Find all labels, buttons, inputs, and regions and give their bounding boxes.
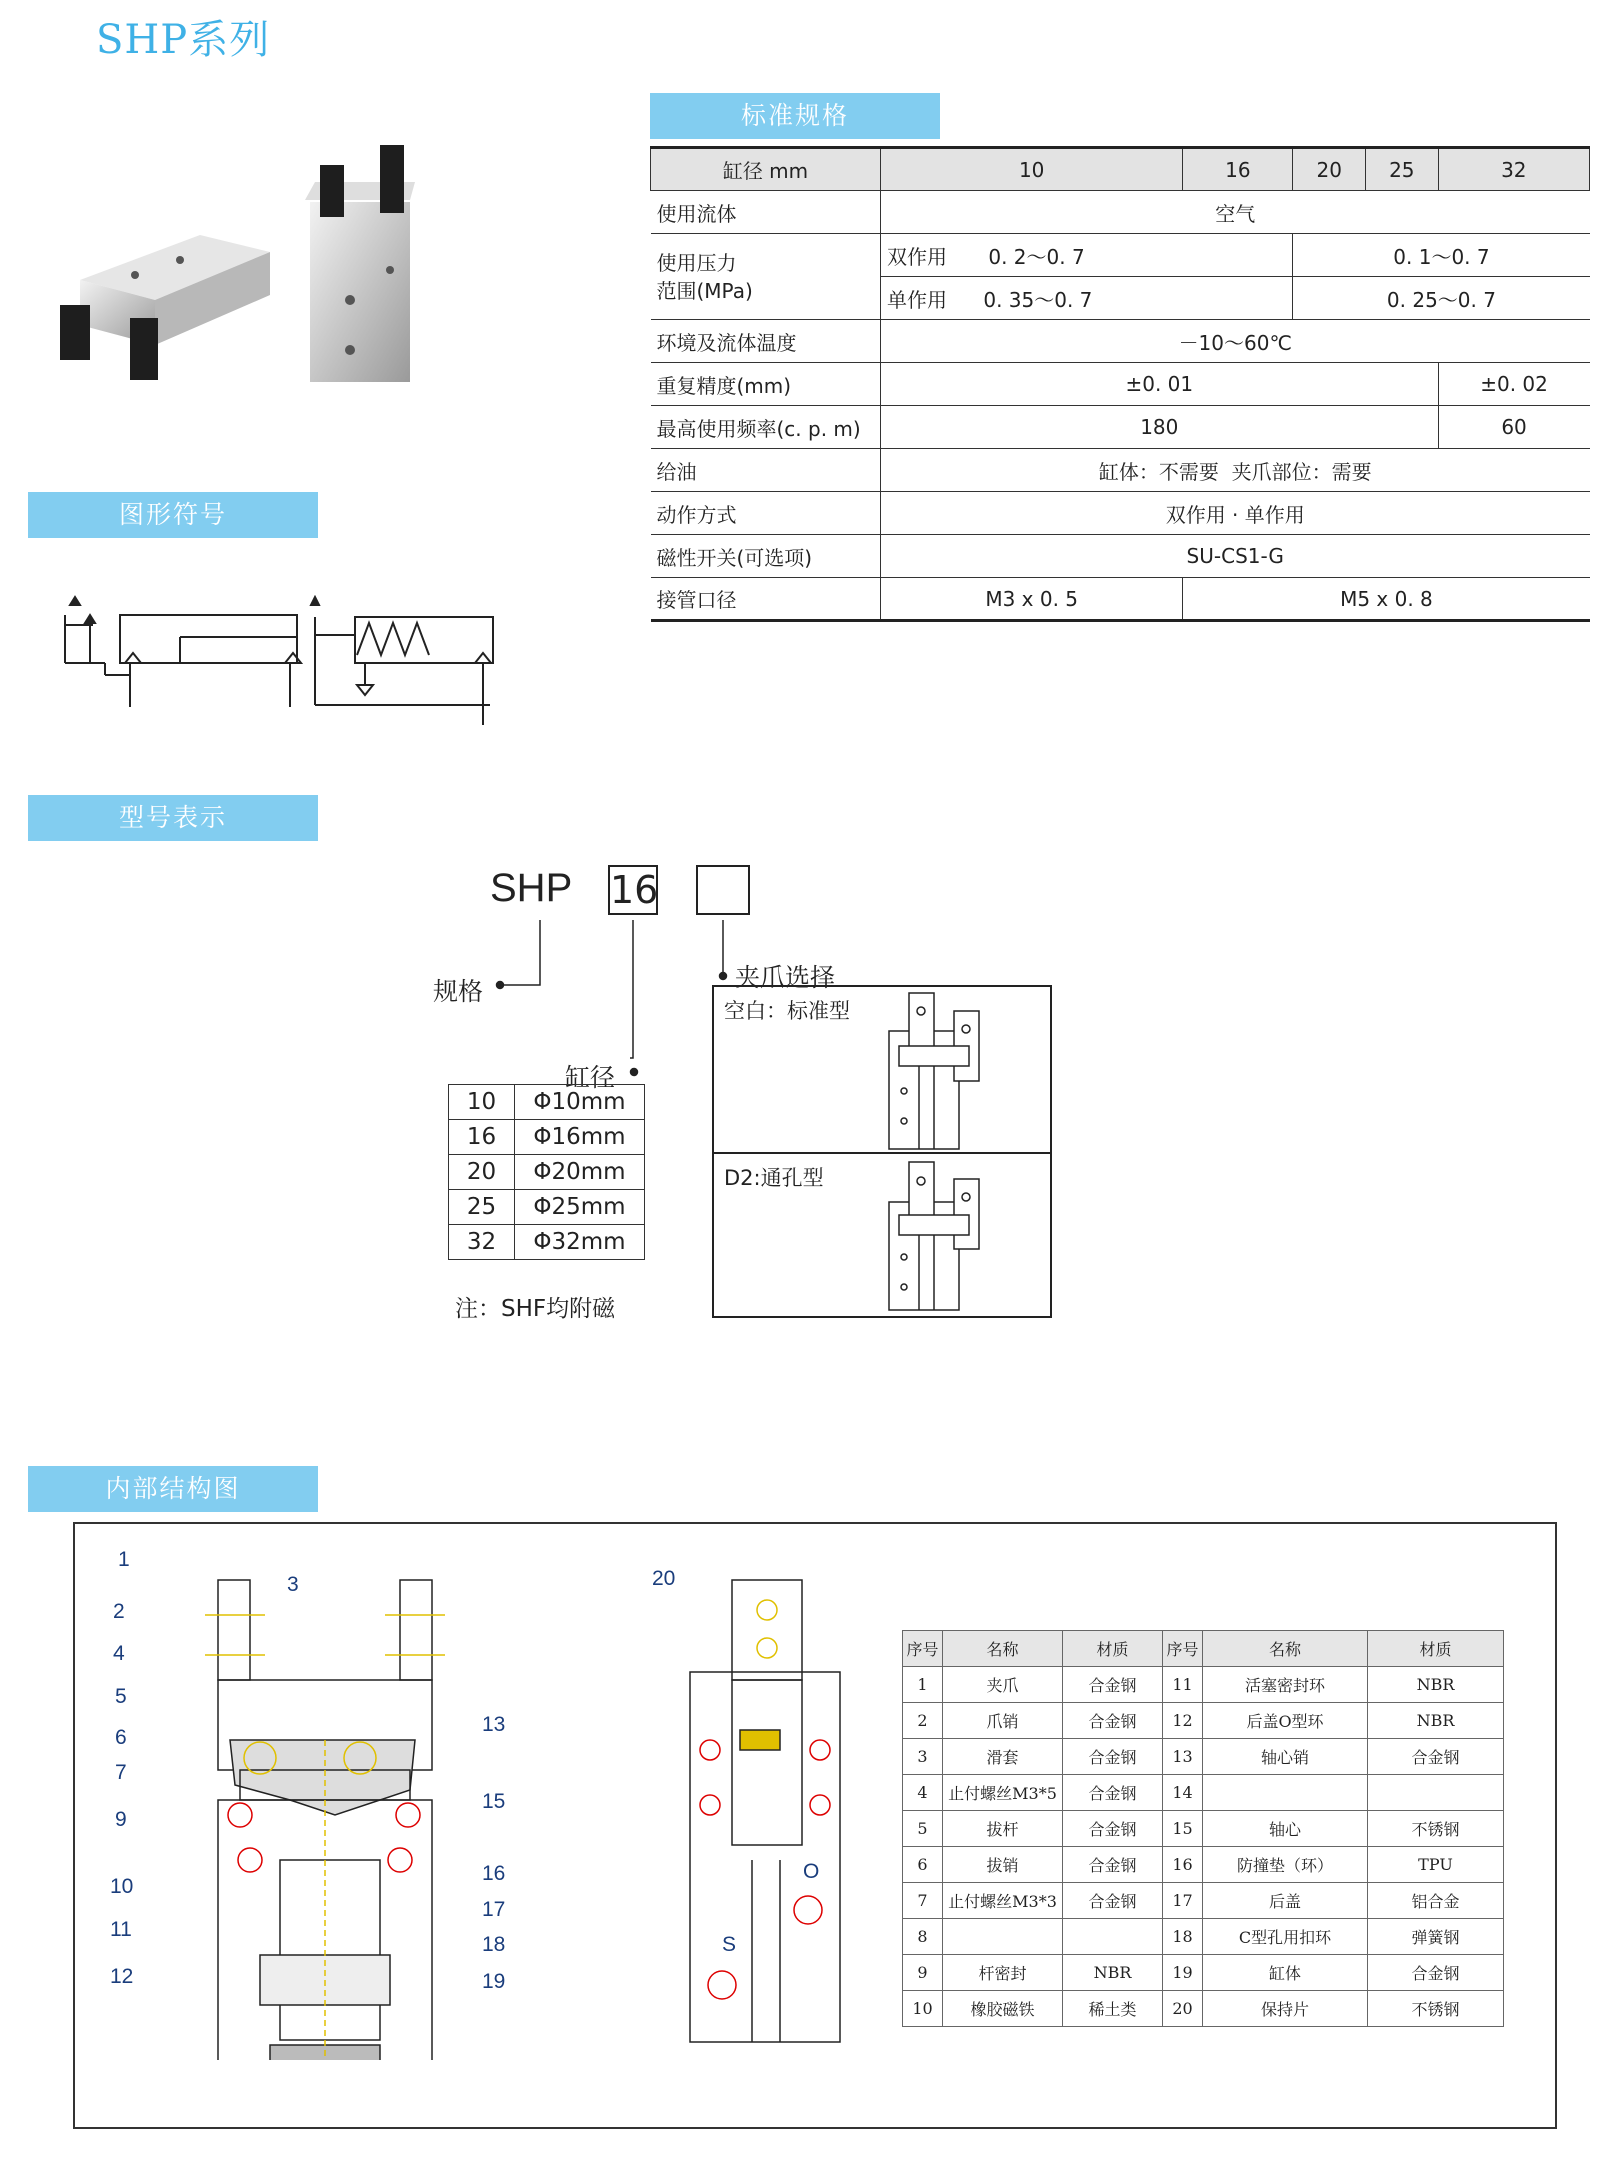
bore-table xyxy=(448,1084,645,1260)
parts-cell: 17 xyxy=(1163,1883,1203,1919)
parts-cell: 5 xyxy=(903,1811,943,1847)
parts-cell: 止付螺丝M3*5 xyxy=(943,1775,1063,1811)
table-row xyxy=(903,1703,1504,1739)
bore-col: 10 xyxy=(881,148,1183,191)
spec-label: 规格 xyxy=(433,977,484,1006)
row-label: 磁性开关(可选项) xyxy=(651,535,881,578)
parts-cell: 合金钢 xyxy=(1063,1883,1163,1919)
single-value-10: 0. 35～0. 7 xyxy=(983,287,1093,312)
parts-cell: 6 xyxy=(903,1847,943,1883)
model-note: 注：SHF均附磁 xyxy=(455,1296,616,1322)
row-label: 环境及流体温度 xyxy=(651,320,881,363)
bore-value: Φ25mm xyxy=(515,1190,645,1225)
pneumatic-symbols xyxy=(55,595,515,735)
section-header-symbol: 图形符号 xyxy=(28,492,318,538)
side-drawing xyxy=(680,1570,860,2050)
page-title: SHP系列 xyxy=(96,17,271,63)
parts-cell: 保持片 xyxy=(1203,1991,1368,2027)
parts-cell: 轴心 xyxy=(1203,1811,1368,1847)
pressure-label-line2: 范围(MPa) xyxy=(656,278,753,303)
callout-16: 16 xyxy=(482,1862,506,1885)
double-value-10: 0. 2～0. 7 xyxy=(988,244,1085,269)
parts-cell xyxy=(1063,1919,1163,1955)
parts-cell: TPU xyxy=(1368,1847,1504,1883)
parts-table-body xyxy=(903,1667,1504,2027)
model-jaw-box xyxy=(696,865,750,915)
callout-3: 3 xyxy=(287,1573,299,1596)
parts-cell: 稀土类 xyxy=(1063,1991,1163,2027)
callout-7: 7 xyxy=(115,1761,127,1784)
parts-cell xyxy=(1368,1775,1504,1811)
parts-cell: 10 xyxy=(903,1991,943,2027)
parts-cell: 合金钢 xyxy=(1063,1667,1163,1703)
bore-value: Φ10mm xyxy=(515,1085,645,1120)
parts-cell: 不锈钢 xyxy=(1368,1811,1504,1847)
bore-value: Φ20mm xyxy=(515,1155,645,1190)
parts-cell: 铝合金 xyxy=(1368,1883,1504,1919)
bore-col: 20 xyxy=(1293,148,1366,191)
row-label: 最高使用频率(c. p. m) xyxy=(651,406,881,449)
parts-cell: 4 xyxy=(903,1775,943,1811)
parts-cell: 9 xyxy=(903,1955,943,1991)
row-value: M3 x 0. 5 xyxy=(881,578,1183,621)
parts-cell: 18 xyxy=(1163,1919,1203,1955)
callout-15: 15 xyxy=(482,1790,506,1813)
parts-cell: 夹爪 xyxy=(943,1667,1063,1703)
single-label: 单作用 xyxy=(887,287,947,312)
pressure-single xyxy=(881,277,1293,320)
row-label: 动作方式 xyxy=(651,492,881,535)
table-row xyxy=(903,1847,1504,1883)
parts-cell: NBR xyxy=(1368,1667,1504,1703)
bore-key: 16 xyxy=(449,1120,515,1155)
parts-header: 名称 xyxy=(943,1631,1063,1667)
section-header-internal: 内部结构图 xyxy=(28,1466,318,1512)
parts-cell: 不锈钢 xyxy=(1368,1991,1504,2027)
parts-header: 序号 xyxy=(903,1631,943,1667)
pressure-double xyxy=(881,234,1293,277)
table-row xyxy=(903,1739,1504,1775)
table-row xyxy=(903,1811,1504,1847)
row-value: －10～60℃ xyxy=(881,320,1590,363)
parts-header: 材质 xyxy=(1063,1631,1163,1667)
parts-header: 名称 xyxy=(1203,1631,1368,1667)
parts-cell: NBR xyxy=(1368,1703,1504,1739)
single-acting-symbol xyxy=(311,597,493,725)
parts-cell: 杆密封 xyxy=(943,1955,1063,1991)
row-label: 重复精度(mm) xyxy=(651,363,881,406)
bore-col: 25 xyxy=(1366,148,1439,191)
parts-cell: C型孔用扣环 xyxy=(1203,1919,1368,1955)
bore-value: Φ32mm xyxy=(515,1225,645,1260)
spec-table xyxy=(650,146,1590,622)
parts-cell: 19 xyxy=(1163,1955,1203,1991)
row-label: 接管口径 xyxy=(651,578,881,621)
table-row xyxy=(903,1955,1504,1991)
parts-cell: 13 xyxy=(1163,1739,1203,1775)
parts-cell: 7 xyxy=(903,1883,943,1919)
callout-20: 20 xyxy=(652,1567,676,1590)
table-row xyxy=(903,1919,1504,1955)
parts-cell: 防撞垫（环） xyxy=(1203,1847,1368,1883)
jaw-label: 夹爪选择 xyxy=(735,963,836,992)
through-hole-jaw-drawing xyxy=(874,1157,1034,1315)
parts-cell: 20 xyxy=(1163,1991,1203,2027)
parts-cell: NBR xyxy=(1063,1955,1163,1991)
parts-cell: 合金钢 xyxy=(1063,1703,1163,1739)
parts-cell: 拔销 xyxy=(943,1847,1063,1883)
parts-header: 序号 xyxy=(1163,1631,1203,1667)
bore-key: 10 xyxy=(449,1085,515,1120)
row-value: 60 xyxy=(1438,406,1589,449)
row-value: 缸体：不需要 夹爪部位：需要 xyxy=(881,449,1590,492)
parts-cell: 橡胶磁铁 xyxy=(943,1991,1063,2027)
parts-cell: 止付螺丝M3*3 xyxy=(943,1883,1063,1919)
parts-table xyxy=(902,1630,1504,2027)
parts-cell: 合金钢 xyxy=(1063,1775,1163,1811)
parts-cell: 拔杆 xyxy=(943,1811,1063,1847)
parts-cell: 合金钢 xyxy=(1063,1739,1163,1775)
parts-cell: 缸体 xyxy=(1203,1955,1368,1991)
callout-12: 12 xyxy=(110,1965,134,1988)
parts-cell: 1 xyxy=(903,1667,943,1703)
row-label: 使用流体 xyxy=(651,191,881,234)
standard-jaw-drawing xyxy=(874,991,1034,1151)
parts-cell: 合金钢 xyxy=(1063,1847,1163,1883)
parts-cell: 合金钢 xyxy=(1368,1739,1504,1775)
bore-header: 缸径 mm xyxy=(651,148,881,191)
table-row xyxy=(903,1991,1504,2027)
parts-cell: 15 xyxy=(1163,1811,1203,1847)
parts-cell xyxy=(943,1919,1063,1955)
parts-cell: 2 xyxy=(903,1703,943,1739)
jaw-option-through-hole: D2:通孔型 xyxy=(724,1166,824,1190)
section-header-model: 型号表示 xyxy=(28,795,318,841)
table-row xyxy=(903,1883,1504,1919)
parts-cell: 弹簧钢 xyxy=(1368,1919,1504,1955)
single-value-rest: 0. 25～0. 7 xyxy=(1293,277,1590,320)
callout-17: 17 xyxy=(482,1898,506,1921)
row-label: 给油 xyxy=(651,449,881,492)
parts-header: 材质 xyxy=(1368,1631,1504,1667)
parts-cell xyxy=(1203,1775,1368,1811)
callout-1: 1 xyxy=(118,1548,130,1571)
bore-col: 16 xyxy=(1183,148,1293,191)
row-value: ±0. 02 xyxy=(1438,363,1589,406)
port-label-o: O xyxy=(803,1860,820,1883)
table-row xyxy=(903,1775,1504,1811)
jaw-option-standard: 空白：标准型 xyxy=(724,999,850,1023)
row-label-pressure xyxy=(651,234,881,320)
parts-cell: 合金钢 xyxy=(1368,1955,1504,1991)
callout-5: 5 xyxy=(115,1685,127,1708)
row-value: 空气 xyxy=(881,191,1590,234)
double-acting-symbol xyxy=(65,597,301,707)
double-value-rest: 0. 1～0. 7 xyxy=(1293,234,1590,277)
parts-cell: 合金钢 xyxy=(1063,1811,1163,1847)
bore-col: 32 xyxy=(1438,148,1589,191)
callout-4: 4 xyxy=(113,1642,125,1665)
bore-key: 20 xyxy=(449,1155,515,1190)
parts-cell: 16 xyxy=(1163,1847,1203,1883)
row-value: ±0. 01 xyxy=(881,363,1439,406)
callout-18: 18 xyxy=(482,1933,506,1956)
callout-13: 13 xyxy=(482,1713,506,1736)
sectional-drawing xyxy=(110,1560,530,2060)
section-header-spec: 标准规格 xyxy=(650,93,940,139)
port-label-s: S xyxy=(722,1933,737,1956)
parts-cell: 14 xyxy=(1163,1775,1203,1811)
product-photo xyxy=(60,140,450,410)
parts-cell: 后盖O型环 xyxy=(1203,1703,1368,1739)
callout-6: 6 xyxy=(115,1726,127,1749)
parts-cell: 8 xyxy=(903,1919,943,1955)
table-row xyxy=(903,1667,1504,1703)
row-value: SU-CS1-G xyxy=(881,535,1590,578)
parts-cell: 活塞密封环 xyxy=(1203,1667,1368,1703)
parts-cell: 爪销 xyxy=(943,1703,1063,1739)
callout-10: 10 xyxy=(110,1875,134,1898)
callout-11: 11 xyxy=(110,1918,132,1941)
row-value: M5 x 0. 8 xyxy=(1183,578,1590,621)
double-label: 双作用 xyxy=(887,244,947,269)
parts-cell: 11 xyxy=(1163,1667,1203,1703)
parts-cell: 12 xyxy=(1163,1703,1203,1739)
parts-cell: 轴心销 xyxy=(1203,1739,1368,1775)
parts-cell: 滑套 xyxy=(943,1739,1063,1775)
callout-9: 9 xyxy=(115,1808,127,1831)
row-value: 180 xyxy=(881,406,1439,449)
bore-value: Φ16mm xyxy=(515,1120,645,1155)
callout-19: 19 xyxy=(482,1970,506,1993)
bore-label: 缸径 xyxy=(565,1063,616,1092)
bore-key: 32 xyxy=(449,1225,515,1260)
model-bore-box: 16 xyxy=(608,865,658,915)
pressure-label-line1: 使用压力 xyxy=(656,250,737,275)
bore-key: 25 xyxy=(449,1190,515,1225)
callout-2: 2 xyxy=(113,1600,125,1623)
jaw-option-box xyxy=(712,985,1052,1318)
parts-cell: 后盖 xyxy=(1203,1883,1368,1919)
row-value: 双作用 · 单作用 xyxy=(881,492,1590,535)
parts-cell: 3 xyxy=(903,1739,943,1775)
model-prefix: SHP xyxy=(490,866,573,910)
